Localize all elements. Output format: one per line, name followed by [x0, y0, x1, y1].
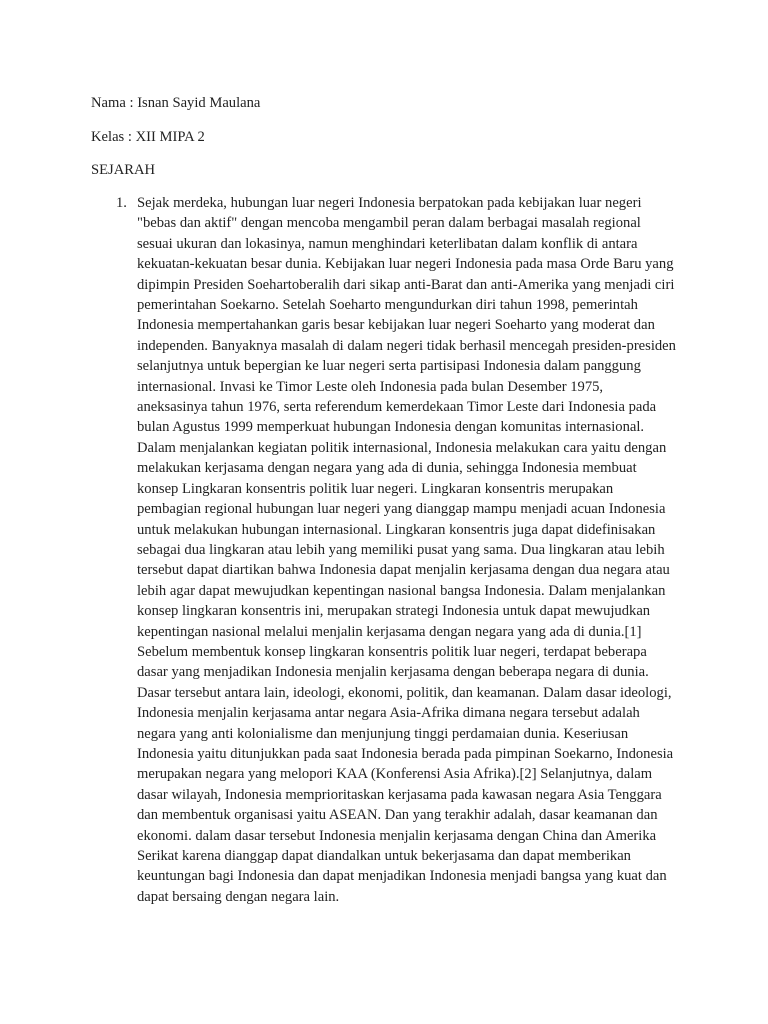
answer-paragraph: Sejak merdeka, hubungan luar negeri Indonesia berpatokan pada kebijakan luar negeri "bebas dan aktif" dengan mencoba mengambil peran dalam berbagai masalah regional sesuai ukuran dan lokasinya, namun menghindari keterlibatan dalam konflik di antara kekuatan-kekuatan besar dunia. Kebijakan luar negeri Indonesia pada masa Orde Baru yang dipimpin Presiden Soehartoberalih dari sikap anti-Barat dan anti-Amerika yang menjadi ciri pemerintahan Soekarno. Setelah Soeharto mengundurkan diri tahun 1998, pemerintah Indonesia mempertahankan garis besar kebijakan luar negeri Soeharto yang moderat dan independen. Banyaknya masalah di dalam negeri tidak berhasil mencegah presiden-presiden selanjutnya untuk bepergian ke luar negeri serta partisipasi Indonesia dalam panggung internasional. Invasi ke Timor Leste oleh Indonesia pada bulan Desember 1975, aneksasinya tahun 1976, serta referendum kemerdekaan Timor Leste dari Indonesia pada bulan Agustus 1999 memperkuat hubungan Indonesia dengan komunitas internasional. Dalam menjalankan kegiatan politik internasional, Indonesia melakukan cara yaitu dengan melakukan kerjasama dengan negara yang ada di dunia, sehingga Indonesia membuat konsep Lingkaran konsentris politik luar negeri. Lingkaran konsentris merupakan pembagian regional hubungan luar negeri yang dianggap mampu menjadi acuan Indonesia untuk melakukan hubungan internasional. Lingkaran konsentris juga dapat didefinisakan sebagai dua lingkaran atau lebih yang memiliki pusat yang sama. Dua lingkaran atau lebih tersebut dapat diartikan bahwa Indonesia dapat menjalin kerjasama dengan dua negara atau lebih agar dapat mewujudkan kepentingan nasional bangsa Indonesia. Dalam menjalankan konsep lingkaran konsentris ini, merupakan strategi Indonesia untuk dapat mewujudkan kepentingan nasional melalui menjalin kerjasama dengan negara yang ada di dunia.[1] Sebelum membentuk konsep lingkaran konsentris politik luar negeri, terdapat beberapa dasar yang menjadikan Indonesia menjalin kerjasama dengan beberapa negara di dunia. Dasar tersebut antara lain, ideologi, ekonomi, politik, dan keamanan. Dalam dasar ideologi, Indonesia menjalin kerjasama antar negara Asia-Afrika dimana negara tersebut adalah negara yang anti kolonialisme dan menjunjung tinggi perdamaian dunia. Keseriusan Indonesia yaitu ditunjukkan pada saat Indonesia berada pada pimpinan Soekarno, Indonesia merupakan negara yang melopori KAA (Konferensi Asia Afrika).[2] Selanjutnya, dalam dasar wilayah, Indonesia memprioritaskan kerjasama pada kawasan negara Asia Tenggara dan membentuk organisasi yaitu ASEAN. Dan yang terakhir adalah, dasar keamanan dan ekonomi. dalam dasar tersebut Indonesia menjalin kerjasama dengan China dan Amerika Serikat karena dianggap dapat diandalkan untuk bekerjasama dan dapat memberikan keuntungan bagi Indonesia dan dapat menjadikan Indonesia menjadi bangsa yang kuat dan dapat bersaing dengan negara lain.: [137, 195, 676, 905]
list-item-number: 1.: [116, 195, 127, 211]
subject-heading: SEJARAH: [91, 162, 156, 178]
student-class-line: Kelas : XII MIPA 2: [91, 129, 205, 145]
student-name-line: Nama : Isnan Sayid Maulana: [91, 95, 261, 111]
